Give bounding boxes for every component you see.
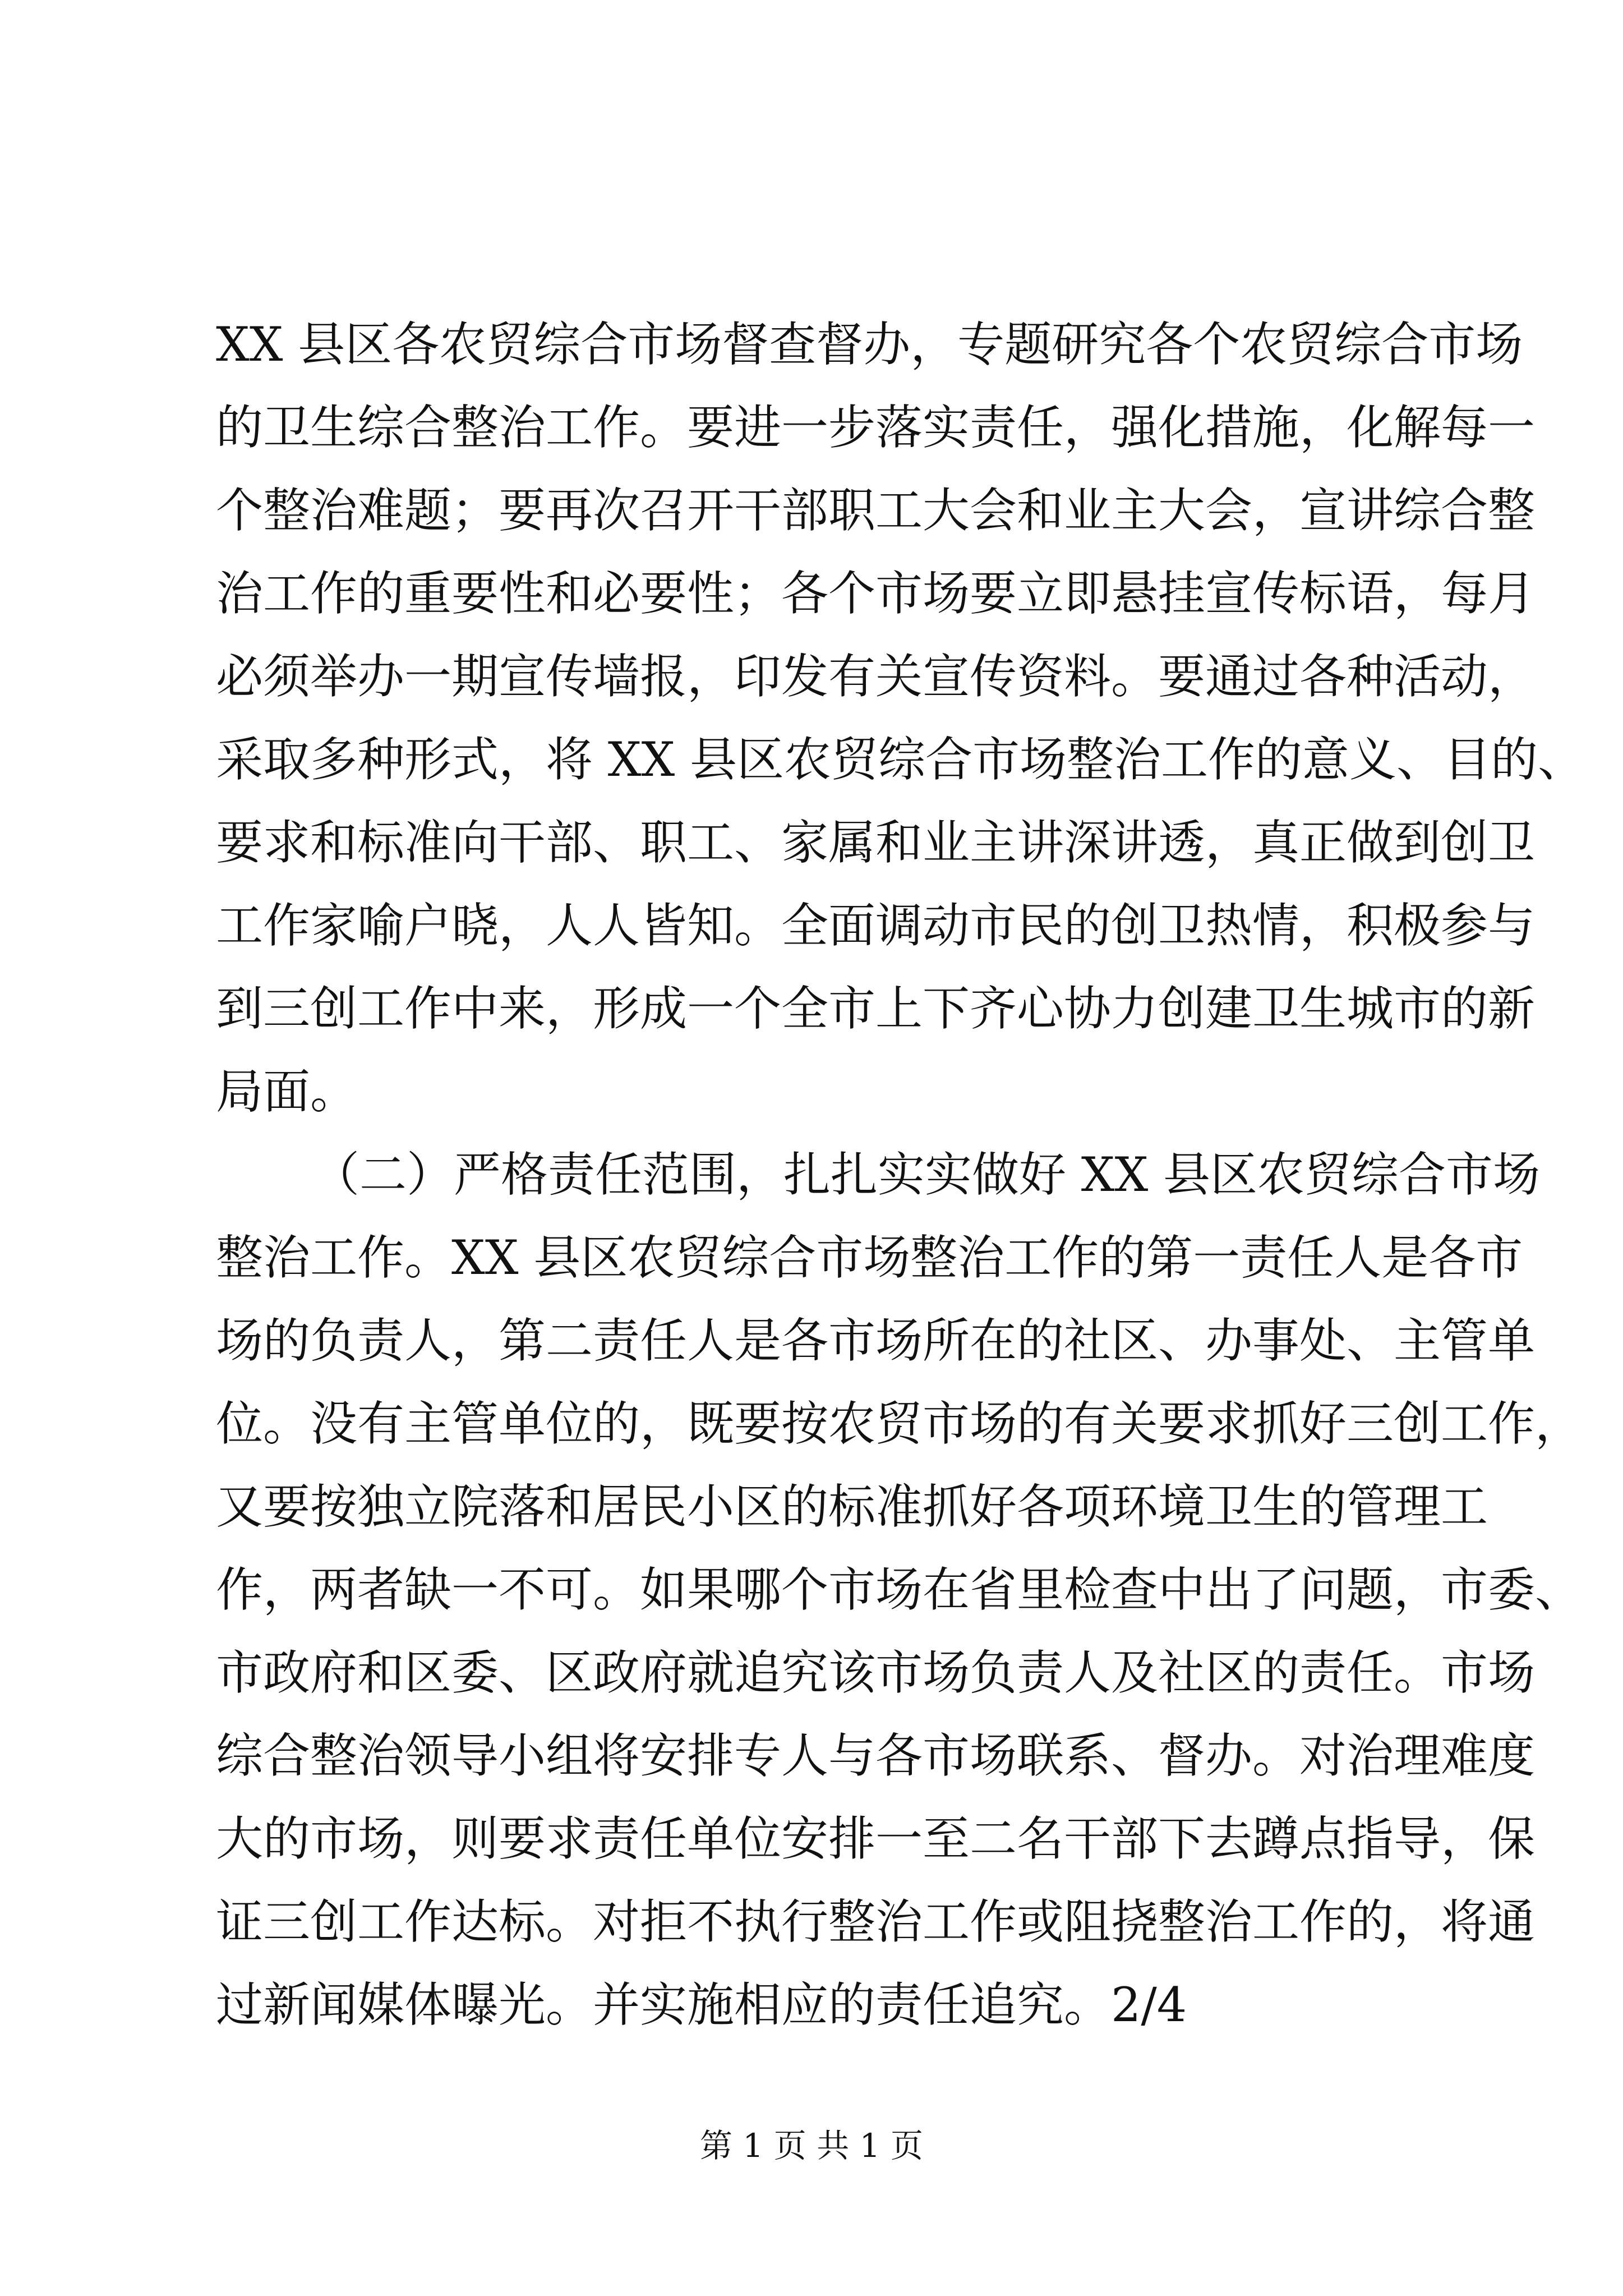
paragraph-1 xyxy=(216,303,1585,1133)
text-line: XX 县区各农贸综合市场督查督办，专题研究各个农贸综合市场 xyxy=(216,317,1523,372)
text-line: 个整治难题；要再次召开干部职工大会和业主大会，宣讲综合整 xyxy=(216,483,1536,538)
text-line: 必须举办一期宣传墙报，印发有关宣传资料。要通过各种活动， xyxy=(216,649,1536,704)
text-line: 局面。 xyxy=(216,1064,358,1119)
text-line: 市政府和区委、区政府就追究该市场负责人及社区的责任。市场 xyxy=(216,1645,1536,1700)
paragraph-2 xyxy=(216,1133,1583,2046)
text-line: 综合整治领导小组将安排专人与各市场联系、督办。对治理难度 xyxy=(216,1728,1536,1783)
document-body xyxy=(216,303,1585,2046)
text-line: （二）严格责任范围，扎扎实实做好 XX 县区农贸综合市场 xyxy=(312,1147,1541,1202)
text-line: 位。没有主管单位的，既要按农贸市场的有关要求抓好三创工作， xyxy=(216,1396,1583,1451)
text-line: 过新闻媒体曝光。并实施相应的责任追究。2/4 xyxy=(216,1977,1187,2032)
text-line: 作，两者缺一不可。如果哪个市场在省里检查中出了问题，市委、 xyxy=(216,1562,1583,1617)
text-line: 到三创工作中来，形成一个全市上下齐心协力创建卫生城市的新 xyxy=(216,981,1536,1036)
text-line: 证三创工作达标。对拒不执行整治工作或阻挠整治工作的，将通 xyxy=(216,1894,1536,1949)
text-line: 大的市场，则要求责任单位安排一至二名干部下去蹲点指导，保 xyxy=(216,1811,1536,1866)
text-line: 又要按独立院落和居民小区的标准抓好各项环境卫生的管理工 xyxy=(216,1479,1488,1534)
text-line: 治工作的重要性和必要性；各个市场要立即悬挂宣传标语，每月 xyxy=(216,566,1536,621)
text-line: 工作家喻户晓，人人皆知。全面调动市民的创卫热情，积极参与 xyxy=(216,898,1536,953)
text-line: 整治工作。XX 县区农贸综合市场整治工作的第一责任人是各市 xyxy=(216,1230,1523,1285)
text-line: 场的负责人，第二责任人是各市场所在的社区、办事处、主管单 xyxy=(216,1313,1536,1368)
text-line: 采取多种形式，将 XX 县区农贸综合市场整治工作的意义、目的、 xyxy=(216,732,1585,787)
text-line: 要求和标准向干部、职工、家属和业主讲深讲透，真正做到创卫 xyxy=(216,815,1536,870)
page-footer: 第 1 页 共 1 页 xyxy=(700,2127,923,2165)
text-line: 的卫生综合整治工作。要进一步落实责任，强化措施，化解每一 xyxy=(216,400,1536,455)
